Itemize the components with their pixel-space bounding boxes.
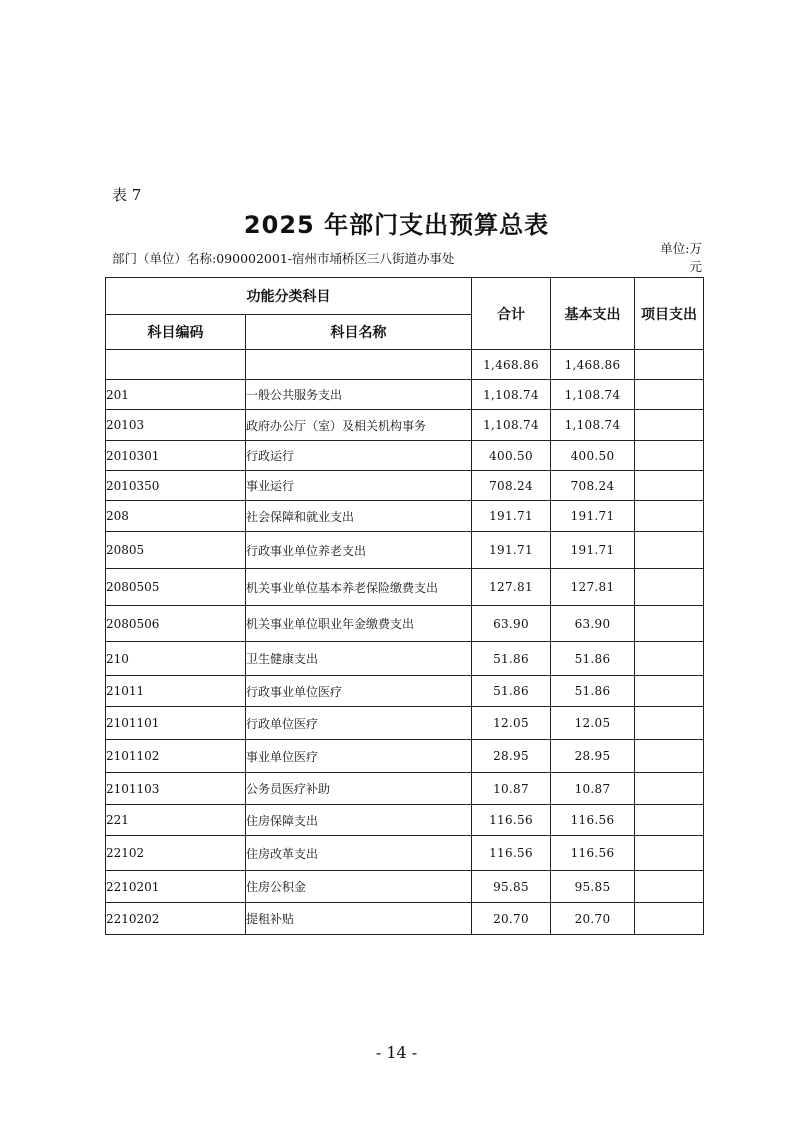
table-row [106, 676, 704, 707]
row-name: 住房改革支出 [246, 836, 472, 871]
row-total: 63.90 [472, 606, 551, 642]
row-project [635, 642, 704, 676]
row-project [635, 773, 704, 805]
row-total: 708.24 [472, 471, 551, 501]
row-basic: 95.85 [551, 871, 635, 903]
unit-note-line2: 元 [689, 259, 702, 274]
page-title: 2025 年部门支出预算总表 [243, 211, 550, 239]
row-project [635, 532, 704, 569]
row-total: 127.81 [472, 569, 551, 606]
header-basic: 基本支出 [551, 278, 635, 350]
row-total: 51.86 [472, 642, 551, 676]
unit-note-line1: 单位:万 [660, 241, 702, 256]
row-basic: 400.50 [551, 441, 635, 471]
row-code: 2010350 [106, 471, 246, 501]
row-basic: 116.56 [551, 836, 635, 871]
table-row [106, 471, 704, 501]
row-name [246, 350, 472, 380]
row-name: 行政运行 [246, 441, 472, 471]
budget-table [105, 277, 704, 935]
row-code: 2101102 [106, 740, 246, 773]
table-row [106, 380, 704, 410]
row-name: 卫生健康支出 [246, 642, 472, 676]
row-basic: 1,468.86 [551, 350, 635, 380]
row-basic: 127.81 [551, 569, 635, 606]
row-basic: 12.05 [551, 707, 635, 740]
row-code: 2010301 [106, 441, 246, 471]
row-total: 20.70 [472, 903, 551, 935]
row-project [635, 903, 704, 935]
table-row [106, 569, 704, 606]
row-project [635, 350, 704, 380]
row-total: 400.50 [472, 441, 551, 471]
row-basic: 20.70 [551, 903, 635, 935]
row-basic: 708.24 [551, 471, 635, 501]
page-number: - 14 - [375, 1043, 418, 1062]
row-name: 社会保障和就业支出 [246, 501, 472, 532]
row-project [635, 707, 704, 740]
table-row [106, 532, 704, 569]
row-code: 201 [106, 380, 246, 410]
row-basic: 51.86 [551, 642, 635, 676]
header-code: 科目编码 [106, 315, 246, 350]
row-name: 政府办公厅（室）及相关机构事务 [246, 410, 472, 441]
row-code [106, 350, 246, 380]
row-code: 2101101 [106, 707, 246, 740]
row-code: 20103 [106, 410, 246, 441]
row-project [635, 871, 704, 903]
row-name: 公务员医疗补助 [246, 773, 472, 805]
header-func-class: 功能分类科目 [106, 278, 472, 315]
row-code: 22102 [106, 836, 246, 871]
row-project [635, 676, 704, 707]
row-name: 事业运行 [246, 471, 472, 501]
row-project [635, 606, 704, 642]
header-project: 项目支出 [635, 278, 704, 350]
row-code: 2210201 [106, 871, 246, 903]
row-project [635, 805, 704, 836]
row-name: 住房保障支出 [246, 805, 472, 836]
row-total: 51.86 [472, 676, 551, 707]
row-basic: 116.56 [551, 805, 635, 836]
table-row [106, 871, 704, 903]
row-total: 10.87 [472, 773, 551, 805]
table-row [106, 642, 704, 676]
row-code: 21011 [106, 676, 246, 707]
row-name: 行政单位医疗 [246, 707, 472, 740]
row-code: 2080505 [106, 569, 246, 606]
row-name: 机关事业单位基本养老保险缴费支出 [246, 569, 472, 606]
row-code: 221 [106, 805, 246, 836]
row-code: 20805 [106, 532, 246, 569]
row-total: 1,108.74 [472, 380, 551, 410]
row-code: 208 [106, 501, 246, 532]
row-name: 提租补贴 [246, 903, 472, 935]
table-row [106, 606, 704, 642]
row-total: 191.71 [472, 532, 551, 569]
row-basic: 1,108.74 [551, 380, 635, 410]
table-label: 表 7 [112, 186, 142, 204]
row-basic: 51.86 [551, 676, 635, 707]
row-total: 12.05 [472, 707, 551, 740]
row-total: 191.71 [472, 501, 551, 532]
row-project [635, 410, 704, 441]
table-row [106, 441, 704, 471]
row-total: 1,108.74 [472, 410, 551, 441]
table-row [106, 836, 704, 871]
row-project [635, 836, 704, 871]
table-row [106, 773, 704, 805]
table-row [106, 903, 704, 935]
header-total: 合计 [472, 278, 551, 350]
row-project [635, 501, 704, 532]
row-name: 事业单位医疗 [246, 740, 472, 773]
row-project [635, 380, 704, 410]
row-project [635, 740, 704, 773]
row-name: 机关事业单位职业年金缴费支出 [246, 606, 472, 642]
row-project [635, 471, 704, 501]
row-total: 116.56 [472, 836, 551, 871]
row-name: 行政事业单位养老支出 [246, 532, 472, 569]
row-project [635, 441, 704, 471]
table-row [106, 410, 704, 441]
row-total: 116.56 [472, 805, 551, 836]
row-basic: 1,108.74 [551, 410, 635, 441]
row-name: 住房公积金 [246, 871, 472, 903]
table-row [106, 740, 704, 773]
row-project [635, 569, 704, 606]
row-total: 1,468.86 [472, 350, 551, 380]
row-code: 2080506 [106, 606, 246, 642]
row-name: 行政事业单位医疗 [246, 676, 472, 707]
row-code: 210 [106, 642, 246, 676]
row-name: 一般公共服务支出 [246, 380, 472, 410]
row-basic: 191.71 [551, 532, 635, 569]
unit-note [650, 240, 702, 276]
row-total: 95.85 [472, 871, 551, 903]
header-name: 科目名称 [246, 315, 472, 350]
table-row [106, 707, 704, 740]
row-basic: 191.71 [551, 501, 635, 532]
row-basic: 63.90 [551, 606, 635, 642]
row-code: 2210202 [106, 903, 246, 935]
department-name: 部门（单位）名称:090002001-宿州市埇桥区三八街道办事处 [112, 251, 455, 266]
row-basic: 10.87 [551, 773, 635, 805]
table-row [106, 805, 704, 836]
table-row [106, 501, 704, 532]
table-row [106, 350, 704, 380]
row-basic: 28.95 [551, 740, 635, 773]
row-total: 28.95 [472, 740, 551, 773]
row-code: 2101103 [106, 773, 246, 805]
